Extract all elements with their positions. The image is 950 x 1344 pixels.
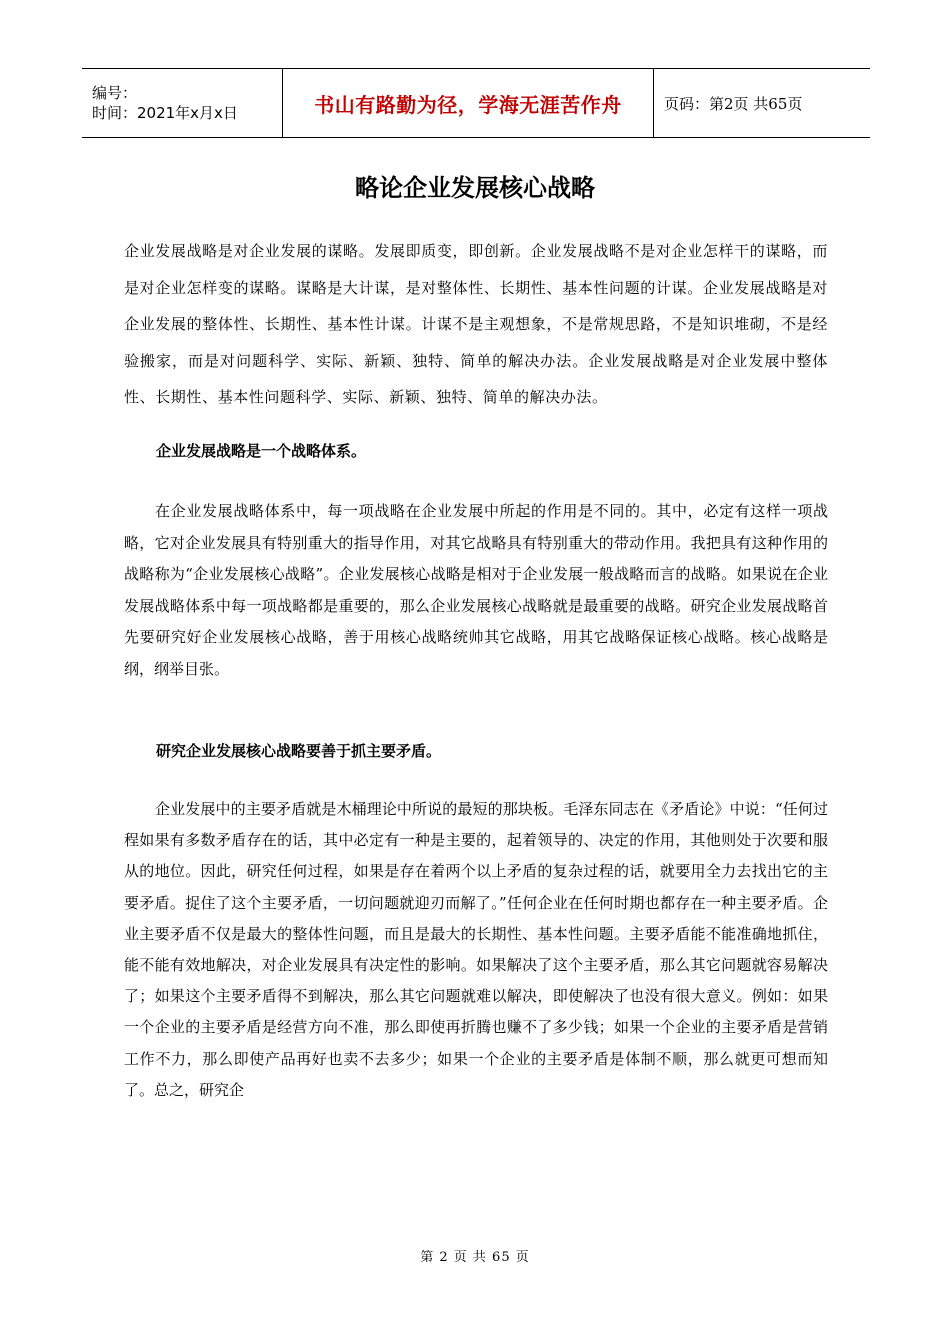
header-page-cell <box>654 69 870 137</box>
page-footer: 第 2 页 共 65 页 <box>420 1250 530 1265</box>
header-page-code: 页码：第2页 共65页 <box>664 94 803 113</box>
paragraph-main-contradiction: 企业发展中的主要矛盾就是木桶理论中所说的最短的那块板。毛泽东同志在《矛盾论》中说：“任何过程如果有多数矛盾存在的话，其中必定有一种是主要的，起着领导的、决定的作用，其他则处于次要和服从的地位。因此，研究任何过程，如果是存在着两个以上矛盾的复杂过程的话，就要用全力去找出它的主要矛盾。捉住了这个主要矛盾，一切问题就迎刃而解了。”任何企业在任何时期也都存在一种主要矛盾。企业主要矛盾不仅是最大的整体性问题，而且是最大的长期性、基本性问题。主要矛盾能不能准确地抓住，能不能有效地解决，对企业发展具有决定性的影响。如果解决了这个主要矛盾，那么其它问题就容易解决了；如果这个主要矛盾得不到解决，那么其它问题就难以解决，即使解决了也没有很大意义。例如：如果一个企业的主要矛盾是经营方向不准，那么即使再折腾也赚不了多少钱；如果一个企业的主要矛盾是营销工作不力，那么即使产品再好也卖不去多少；如果一个企业的主要矛盾是体制不顺，那么就更可想而知了。总之，研究企 <box>124 800 828 1099</box>
section-heading-main-contradiction: 研究企业发展核心战略要善于抓主要矛盾。 <box>156 742 442 760</box>
document-number-label: 编号： <box>92 84 138 102</box>
document-header <box>82 68 870 138</box>
header-meta-cell <box>82 69 282 137</box>
document-title: 略论企业发展核心战略 <box>355 174 595 202</box>
paragraph-core-strategy: 在企业发展战略体系中，每一项战略在企业发展中所起的作用是不同的。其中，必定有这样一项战略，它对企业发展具有特别重大的指导作用，对其它战略具有特别重大的带动作用。我把具有这种作用的战略称为“企业发展核心战略”。企业发展核心战略是相对于企业发展一般战略而言的战略。如果说在企业发展战略体系中每一项战略都是重要的，那么企业发展核心战略就是最重要的战略。研究企业发展战略首先要研究好企业发展核心战略，善于用核心战略统帅其它战略，用其它战略保证核心战略。核心战略是纲，纲举目张。 <box>124 502 828 678</box>
header-motto: 书山有路勤为径，学海无涯苦作舟 <box>314 92 622 117</box>
document-time-label: 时间：2021年x月x日 <box>92 104 238 122</box>
section-heading-strategy-system: 企业发展战略是一个战略体系。 <box>156 442 367 460</box>
paragraph-intro: 企业发展战略是对企业发展的谋略。发展即质变，即创新。企业发展战略不是对企业怎样干的谋略，而是对企业怎样变的谋略。谋略是大计谋，是对整体性、长期性、基本性问题的计谋。企业发展战略是对企业发展的整体性、长期性、基本性计谋。计谋不是主观想象，不是常规思路，不是知识堆砌，不是经验搬家，而是对问题科学、实际、新颖、独特、简单的解决办法。企业发展战略是对企业发展中整体性、长期性、基本性问题科学、实际、新颖、独特、简单的解决办法。 <box>124 242 828 407</box>
header-motto-cell <box>282 69 654 137</box>
